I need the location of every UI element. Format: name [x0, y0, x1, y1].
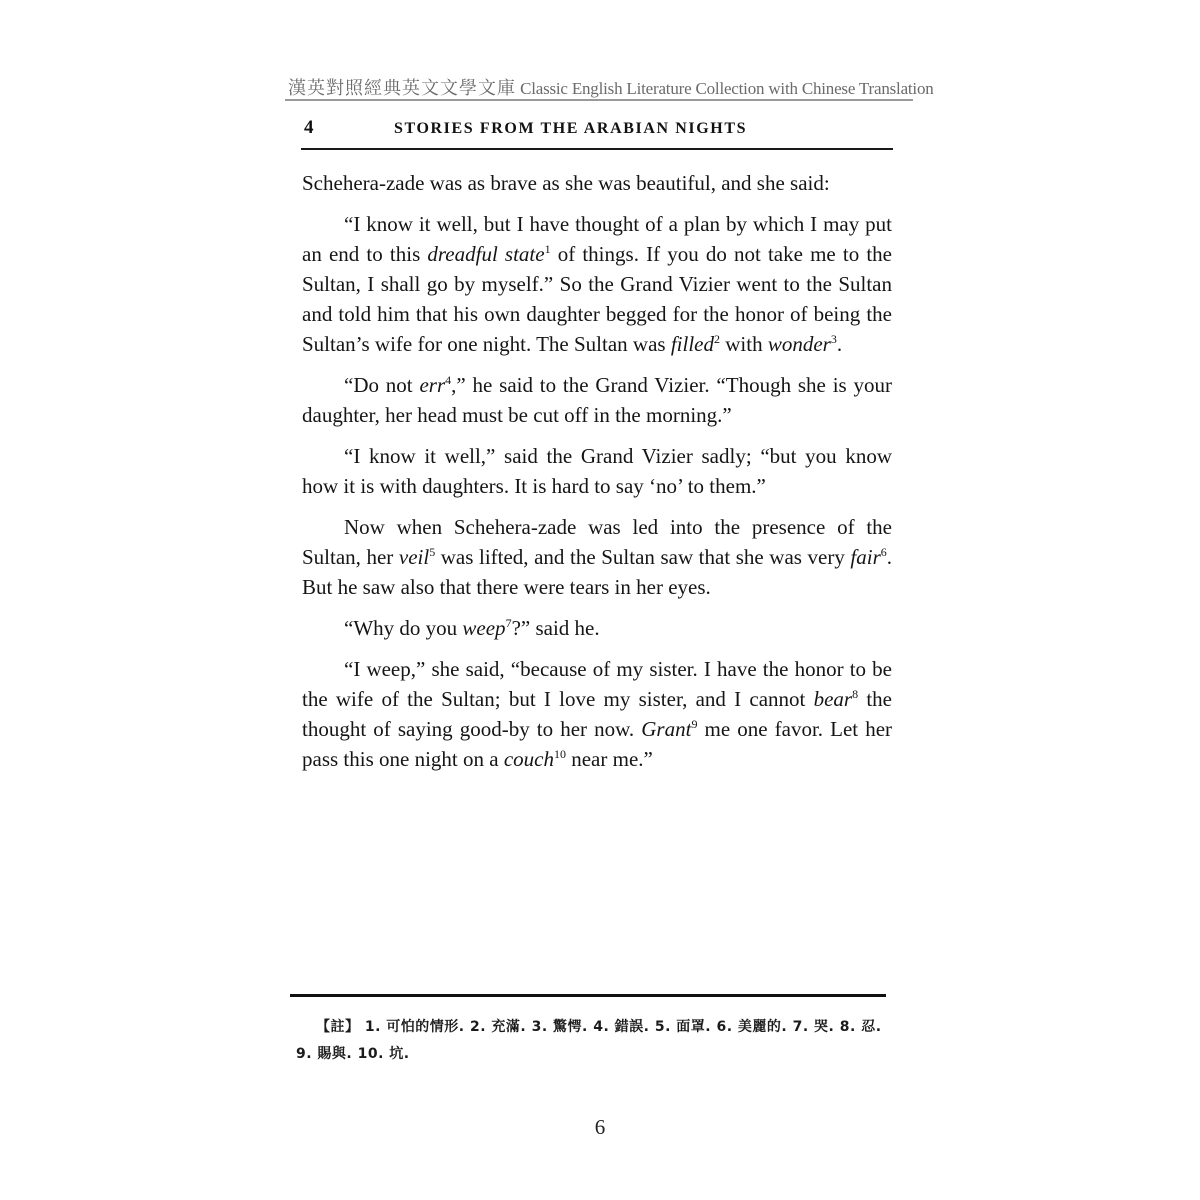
footnote-marker: 6	[880, 545, 887, 559]
footnote-marker: 4	[445, 373, 452, 387]
footnotes: 【註】 1. 可怕的情形. 2. 充滿. 3. 驚愕. 4. 錯誤. 5. 面罩. 6. 美麗的. 7. 哭. 8. 忍. 9. 賜與. 10. 坑.	[296, 1019, 882, 1062]
paragraph: Schehera-zade was as brave as she was beautiful, and she said:	[302, 171, 830, 195]
page-number: 6	[594, 1115, 606, 1139]
running-head-divider	[301, 148, 893, 150]
header-divider	[285, 99, 913, 101]
footnote-divider	[290, 994, 886, 997]
footnote-marker: 2	[713, 332, 720, 346]
series-header	[288, 74, 934, 100]
paragraph: “Why do you weep$^7$?” said he.	[344, 616, 600, 640]
glossed-word: weep	[462, 616, 506, 640]
series-title-chinese: 漢英對照經典英文文學文庫	[288, 78, 516, 98]
footnote-marker: 8	[852, 687, 859, 701]
running-head-title: STORIES FROM THE ARABIAN NIGHTS	[394, 120, 748, 137]
glossed-word: wonder	[767, 332, 831, 356]
glossed-word: Grant	[641, 717, 692, 741]
footnote-marker: 10	[553, 747, 566, 761]
glossed-word: dreadful state	[427, 242, 545, 266]
glossed-word: err	[419, 373, 446, 397]
running-head	[304, 117, 892, 145]
paragraph: “I know it well,” said the Grand Vizier sadly; “but you know how it is with daughters. It is hard to say ‘no’ to them.”	[302, 444, 892, 498]
footnote-marker: 1	[544, 242, 551, 256]
story-text	[302, 168, 892, 785]
paragraph: “I know it well, but I have thought of a plan by which I may put an end to this dreadful state$^1$ of things. If you do not take me to the Sultan, I shall go by myself.” So the Grand Vizier went to the Sultan and told him that his own daughter begged for the honor of being the Sultan’s wife for one night. The Sultan was filled$^2$ with wonder$^3$.	[302, 212, 893, 356]
glossed-word: bear	[813, 687, 853, 711]
glossed-word: couch	[503, 747, 554, 771]
footnote-marker: 3	[830, 332, 837, 346]
paragraph: “Do not err$^4$,” he said to the Grand Vizier. “Though she is your daughter, her head must be cut off in the morning.”	[302, 373, 892, 427]
book-page-number: 4	[304, 117, 314, 138]
footnote-marker: 7	[505, 616, 512, 630]
paragraph: “I weep,” she said, “because of my sister. I have the honor to be the wife of the Sultan; but I love my sister, and I cannot bear$^8$ the thought of saying good-by to her now. Grant$^9$ me one favor. Let her pass this one night on a couch$^{10}$ near me.”	[302, 657, 893, 771]
footnote-marker: 5	[429, 545, 436, 559]
series-title-english: Classic English Literature Collection with Chinese Translation	[520, 79, 934, 98]
glossed-word: filled	[670, 332, 714, 356]
glossed-word: fair	[850, 545, 881, 569]
footnote-marker: 9	[691, 717, 698, 731]
glossed-word: veil	[398, 545, 430, 569]
paragraph: Now when Schehera-zade was led into the presence of the Sultan, her veil$^5$ was lifted, and the Sultan saw that she was very fair$^6$. But he saw also that there were tears in her eyes.	[302, 515, 892, 599]
